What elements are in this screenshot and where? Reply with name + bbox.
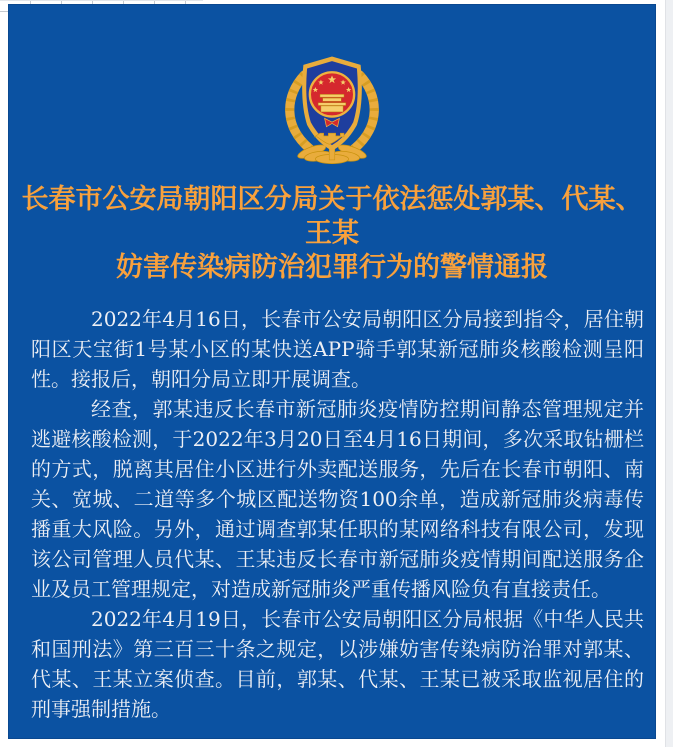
notice-title (19, 183, 645, 285)
notice-paragraph-2: 经查，郭某违反长春市新冠肺炎疫情防控期间静态管理规定并逃避核酸检测，于2022年3月20日至4月16日期间，多次采取钻栅栏的方式，脱离其居住小区进行外卖配送服务，先后在长春市朝阳、南关、宽城、二道等多个城区配送物资100余单，造成新冠肺炎病毒传播重大风险。另外，通过调查郭某任职的某网络科技有限公司，发现该公司管理人员代某、王某违反长春市新冠肺炎疫情期间配送服务企业及员工管理规定，对造成新冠肺炎严重传播风险负有直接责任。 (31, 397, 644, 601)
police-badge-icon (276, 51, 388, 171)
notice-title-line2: 妨害传染病防治犯罪行为的警情通报 (116, 252, 548, 283)
notice-paragraph-3: 2022年4月19日，长春市公安局朝阳区分局根据《中华人民共和国刑法》第三百三十条之规定，以涉嫌妨害传染病防治罪对郭某、代某、王某立案侦查。目前，郭某、代某、王某已被采取监视居住的刑事强制措施。 (31, 607, 644, 721)
notice-panel (8, 4, 656, 739)
notice-body (31, 304, 644, 724)
notice-title-line1: 长春市公安局朝阳区分局关于依法惩处郭某、代某、王某 (21, 184, 643, 249)
window-right-gutter (665, 0, 673, 747)
notice-paragraph-1: 2022年4月16日，长春市公安局朝阳区分局接到指令，居住朝阳区天宝街1号某小区的某快送APP骑手郭某新冠肺炎核酸检测呈阳性。接报后，朝阳分局立即开展调查。 (31, 307, 644, 391)
